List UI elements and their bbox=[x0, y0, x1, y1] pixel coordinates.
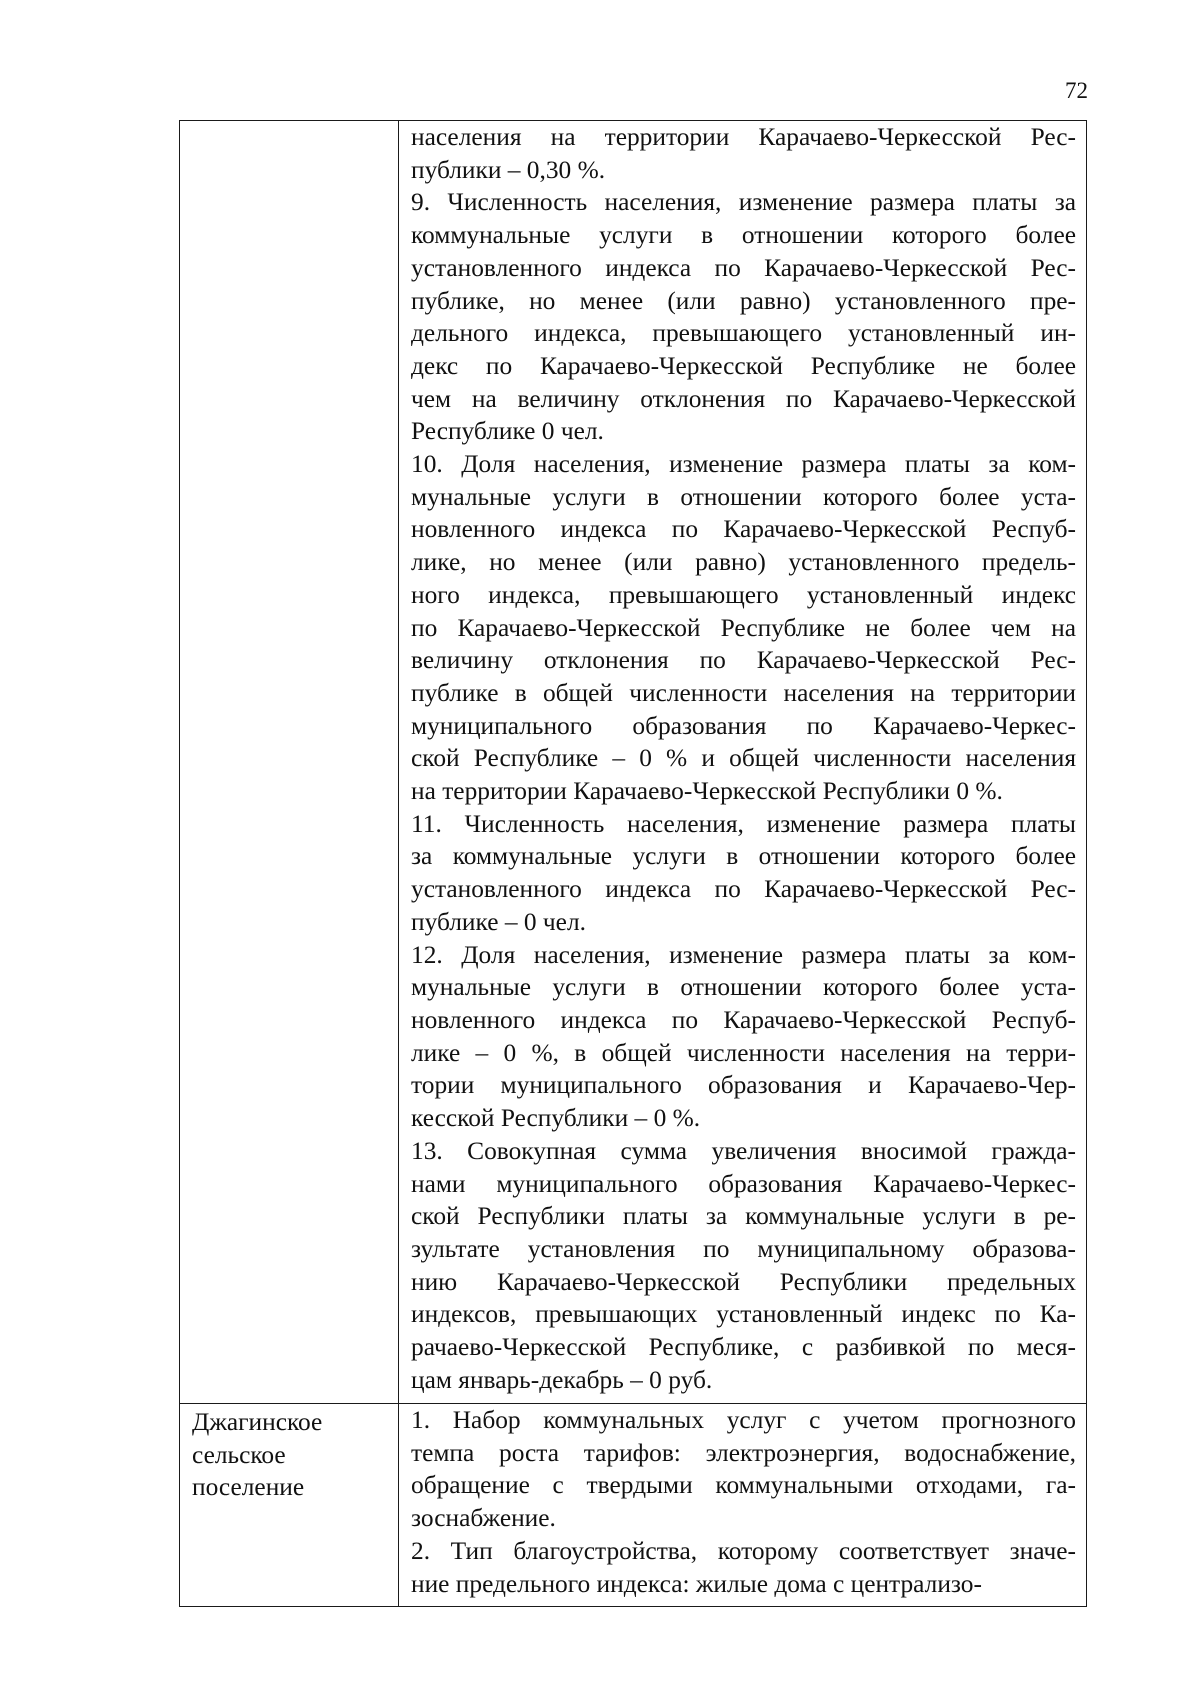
text-line: Республике 0 чел. bbox=[411, 417, 604, 446]
text-line: индексов, превышающих установленный индекс по Ка- bbox=[411, 1300, 1076, 1329]
text-line: ного индекса, превышающего установленный индекс bbox=[411, 580, 1076, 609]
text-line: лике – 0 %, в общей численности населения на терри- bbox=[411, 1038, 1076, 1067]
indicators-cell bbox=[399, 1404, 1087, 1607]
municipality-cell bbox=[180, 121, 399, 1404]
indicators-text bbox=[411, 121, 1076, 1396]
text-line: мунальные услуги в отношении которого более уста- bbox=[411, 482, 1076, 511]
text-line: рачаево-Черкесской Республике, с разбивкой по меся- bbox=[411, 1333, 1076, 1362]
text-line: Джагинское bbox=[192, 1408, 323, 1436]
text-line: за коммунальные услуги в отношении которого более bbox=[411, 842, 1076, 871]
text-line: новленного индекса по Карачаево-Черкесской Респуб- bbox=[411, 515, 1076, 544]
text-line: муниципального образования по Карачаево-Черкес- bbox=[411, 711, 1076, 740]
text-line: обращение с твердыми коммунальными отходами, га- bbox=[411, 1471, 1076, 1500]
text-line: публике – 0 чел. bbox=[411, 907, 586, 936]
text-line: ской Республики платы за коммунальные услуги в ре- bbox=[411, 1202, 1076, 1231]
text-line: величину отклонения по Карачаево-Черкесской Рес- bbox=[411, 646, 1076, 675]
text-line: на территории Карачаево-Черкесской Республики 0 %. bbox=[411, 777, 1003, 806]
text-line: установленного индекса по Карачаево-Черкесской Рес- bbox=[411, 875, 1076, 904]
text-line: 9. Численность населения, изменение размера платы за bbox=[411, 188, 1076, 217]
text-line: темпа роста тарифов: электроэнергия, водоснабжение, bbox=[411, 1438, 1076, 1467]
text-line: зультате установления по муниципальному образова- bbox=[411, 1234, 1076, 1263]
text-line: лике, но менее (или равно) установленного предель- bbox=[411, 548, 1076, 577]
table-row bbox=[180, 1404, 1087, 1607]
indicators-cell bbox=[399, 121, 1087, 1404]
text-line: 2. Тип благоустройства, которому соответствует значе- bbox=[411, 1536, 1076, 1565]
text-line: цам январь-декабрь – 0 руб. bbox=[411, 1365, 713, 1394]
text-line: нами муниципального образования Карачаево-Черкес- bbox=[411, 1169, 1076, 1198]
text-line: 11. Численность населения, изменение размера платы bbox=[411, 809, 1076, 838]
text-line: новленного индекса по Карачаево-Черкесской Респуб- bbox=[411, 1005, 1076, 1034]
text-line: зоснабжение. bbox=[411, 1504, 556, 1533]
text-line: чем на величину отклонения по Карачаево-Черкесской bbox=[411, 384, 1076, 413]
indicators-text bbox=[411, 1404, 1076, 1600]
text-line: кесской Республики – 0 %. bbox=[411, 1104, 701, 1133]
text-line: коммунальные услуги в отношении которого более bbox=[411, 221, 1076, 250]
text-line: поселение bbox=[192, 1473, 305, 1502]
text-line: 10. Доля населения, изменение размера платы за ком- bbox=[411, 450, 1076, 479]
text-line: мунальные услуги в отношении которого более уста- bbox=[411, 973, 1076, 1002]
text-line: декс по Карачаево-Черкесской Республике не более bbox=[411, 351, 1076, 380]
municipal-index-table bbox=[179, 120, 1087, 1607]
text-line: тории муниципального образования и Карачаево-Чер- bbox=[411, 1071, 1076, 1100]
text-line: сельское bbox=[192, 1440, 286, 1469]
text-line: ской Республике – 0 % и общей численности населения bbox=[411, 744, 1076, 773]
text-line: публике в общей численности населения на территории bbox=[411, 678, 1076, 707]
text-line: нию Карачаево-Черкесской Республики предельных bbox=[411, 1267, 1076, 1296]
text-line: 1. Набор коммунальных услуг с учетом прогнозного bbox=[411, 1406, 1076, 1434]
text-line: населения на территории Карачаево-Черкесской Рес- bbox=[411, 123, 1076, 151]
municipality-cell bbox=[180, 1404, 399, 1607]
municipality-name bbox=[192, 1406, 390, 1504]
text-line: по Карачаево-Черкесской Республике не более чем на bbox=[411, 613, 1076, 642]
text-line: публике, но менее (или равно) установленного пре- bbox=[411, 286, 1076, 315]
text-line: ние предельного индекса: жилые дома с централизо- bbox=[411, 1569, 982, 1598]
text-line: публики – 0,30 %. bbox=[411, 155, 606, 184]
text-line: установленного индекса по Карачаево-Черкесской Рес- bbox=[411, 253, 1076, 282]
text-line: 13. Совокупная сумма увеличения вносимой гражда- bbox=[411, 1136, 1076, 1165]
table-row bbox=[180, 121, 1087, 1404]
text-line: 12. Доля населения, изменение размера платы за ком- bbox=[411, 940, 1076, 969]
page-number: 72 bbox=[1065, 78, 1088, 103]
text-line: дельного индекса, превышающего установленный ин- bbox=[411, 319, 1076, 348]
